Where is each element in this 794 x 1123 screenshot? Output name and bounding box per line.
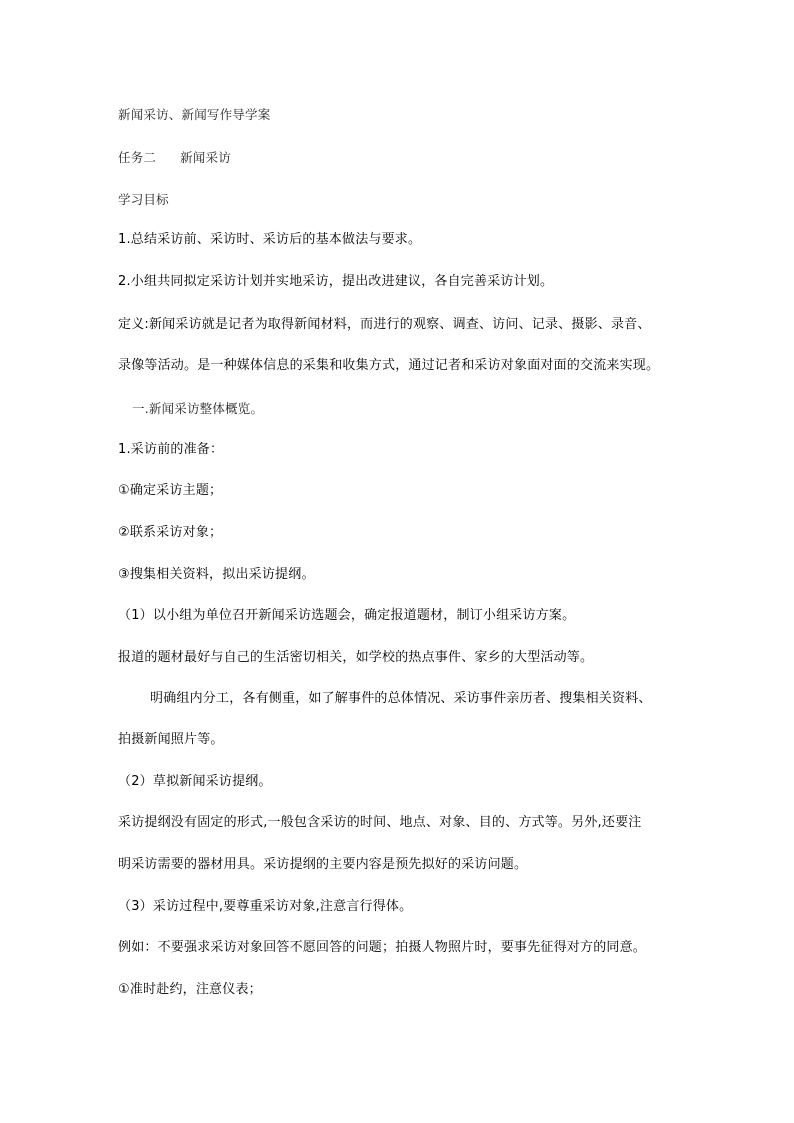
step-2: （2）草拟新闻采访提纲。 [118,774,272,789]
outline-line-1: 采访提纲没有固定的形式,一般包含采访的时间、地点、对象、目的、方式等。另外,还要注 [118,815,642,830]
prep-item-3: ③搜集相关资料，拟出采访提纲。 [118,567,315,582]
definition-line-1: 定义:新闻采访就是记者为取得新闻材料，而进行的观察、调查、访问、记录、摄影、录音、 [118,317,651,332]
task-label: 任务二 [118,150,157,165]
task-heading [118,149,698,167]
goal-1: 1.总结采访前、采访时、采访后的基本做法与要求。 [118,232,422,247]
step-1: （1）以小组为单位召开新闻采访选题会，确定报道题材，制订小组采访方案。 [118,608,576,623]
prep-item-2: ②联系采访对象； [118,525,223,540]
outline-line-2: 明采访需要的器材用具。采访提纲的主要内容是预先拟好的采访问题。 [118,857,528,872]
division-line-2: 拍摄新闻照片等。 [118,732,224,747]
document-title: 新闻采访、新闻写作导学案 [118,107,271,122]
learning-goals-heading: 学习目标 [118,192,169,207]
example-line: 例如：不要强求采访对象回答不愿回答的问题；拍摄人物照片时，要事先征得对方的同意。 [118,940,647,955]
goal-2: 2.小组共同拟定采访计划并实地采访，提出改进建议，各自完善采访计划。 [118,274,554,289]
prep-heading: 1.采访前的准备： [118,442,224,457]
prep-item-1: ①确定采访主题； [118,483,223,498]
task-name: 新闻采访 [180,150,231,165]
step-3: （3）采访过程中,要尊重采访对象,注意言行得体。 [118,899,413,914]
definition-line-2: 录像等活动。是一种媒体信息的采集和收集方式，通过记者和采访对象面对面的交流来实现。 [118,358,660,373]
final-item: ①准时赴约，注意仪表； [118,982,262,997]
overview-heading: 一.新闻采访整体概览。 [132,401,264,416]
step-1-note: 报道的题材最好与自己的生活密切相关，如学校的热点事件、家乡的大型活动等。 [118,650,594,665]
division-line-1: 明确组内分工，各有侧重，如了解事件的总体情况、采访事件亲历者、搜集相关资料、 [150,691,652,706]
